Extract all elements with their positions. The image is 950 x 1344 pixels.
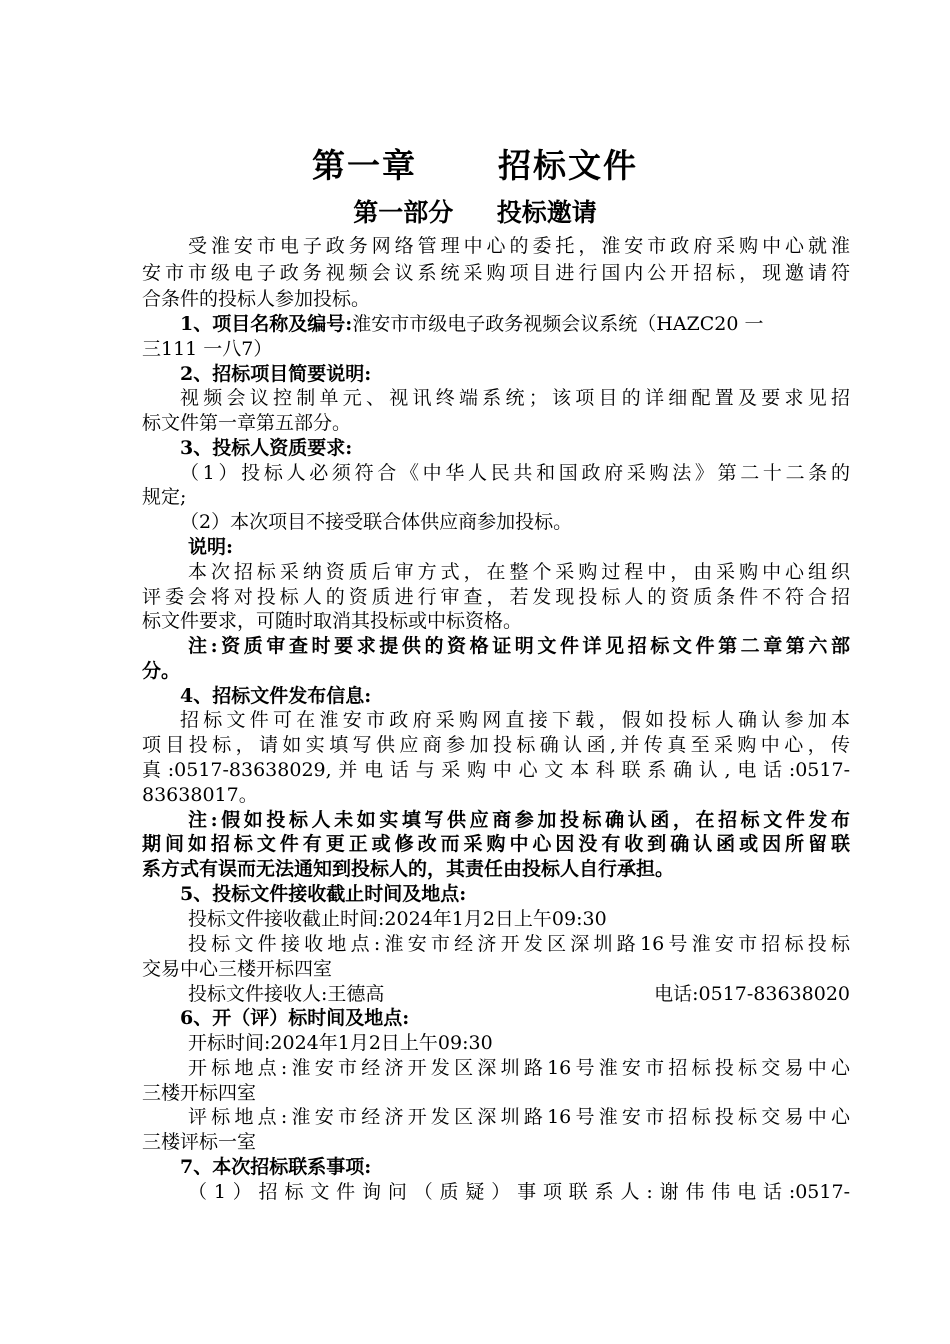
section-3-line-1: （1）投标人必须符合《中华人民共和国政府采购法》第二十二条的 (180, 462, 850, 484)
section-3-bold-line-1: 注:资质审查时要求提供的资格证明文件详见招标文件第二章第六部 (188, 635, 850, 657)
section-5-phone: 电话:0517-83638020 (654, 983, 850, 1005)
section-2-line-1: 视频会议控制单元、视讯终端系统；该项目的详细配置及要求见招 (180, 387, 850, 409)
section-3-note-line-2: 评委会将对投标人的资质进行审查，若发现投标人的资质条件不符合招 (142, 586, 850, 608)
section-6-line-4: 评标地点:淮安市经济开发区深圳路16号淮安市招标投标交易中心 (188, 1106, 850, 1128)
section-4-bold-line-3: 系方式有误而无法通知到投标人的，其责任由投标人自行承担。 (142, 858, 675, 880)
section-7-line-1: （1）招标文件询问（质疑）事项联系人:谢伟伟电话:0517- (188, 1181, 850, 1203)
section-6-line-5: 三楼评标一室 (142, 1131, 257, 1153)
section-4-line-3: 真:0517-83638029,并电话与采购中心文本科联系确认,电话:0517- (142, 759, 850, 781)
section-5-line-2: 投标文件接收地点:淮安市经济开发区深圳路16号淮安市招标投标 (188, 933, 850, 955)
section-4-line-4: 83638017。 (142, 784, 258, 806)
part-title: 第一部分 投标邀请 (353, 198, 597, 227)
section-3-note-line-1: 本次招标采纳资质后审方式，在整个采购过程中，由采购中心组织 (188, 561, 850, 583)
section-5-line-1: 投标文件接收截止时间:2024年1月2日上午09:30 (188, 908, 607, 930)
section-1-cont: 三111 一八7） (142, 338, 273, 360)
section-3-note-line-3: 标文件要求，可随时取消其投标或中标资格。 (142, 610, 523, 632)
section-3-line-2: 规定; (142, 486, 187, 508)
section-1-text: 淮安市市级电子政务视频会议系统（HAZC20 一 (352, 313, 764, 335)
section-5-heading: 5、投标文件接收截止时间及地点: (180, 883, 467, 905)
section-5-line-4: 投标文件接收人:王德高 (188, 983, 385, 1005)
section-3-line-3: （2）本次项目不接受联合体供应商参加投标。 (180, 511, 573, 533)
section-6-line-2: 开标地点:淮安市经济开发区深圳路16号淮安市招标投标交易中心 (188, 1057, 850, 1079)
intro-line-1: 受淮安市电子政务网络管理中心的委托，淮安市政府采购中心就淮 (188, 235, 850, 257)
section-1-heading: 1、项目名称及编号: (180, 313, 353, 335)
section-2-heading: 2、招标项目简要说明: (180, 363, 372, 385)
section-6-heading: 6、开（评）标时间及地点: (180, 1007, 410, 1029)
chapter-title: 第一章 招标文件 (312, 146, 638, 185)
section-7-heading: 7、本次招标联系事项: (180, 1156, 372, 1178)
section-4-line-2: 项目投标，请如实填写供应商参加投标确认函,并传真至采购中心，传 (142, 734, 850, 756)
section-4-line-1: 招标文件可在淮安市政府采购网直接下载，假如投标人确认参加本 (180, 709, 850, 731)
intro-line-3: 合条件的投标人参加投标。 (142, 288, 371, 310)
section-5-line-3: 交易中心三楼开标四室 (142, 958, 333, 980)
section-3-note-heading: 说明: (188, 536, 234, 558)
section-1-line (180, 312, 850, 336)
section-2-line-2: 标文件第一章第五部分。 (142, 412, 352, 434)
section-3-heading: 3、投标人资质要求: (180, 437, 353, 459)
section-4-heading: 4、招标文件发布信息: (180, 685, 372, 707)
section-6-line-3: 三楼开标四室 (142, 1082, 257, 1104)
section-6-line-1: 开标时间:2024年1月2日上午09:30 (188, 1032, 493, 1054)
intro-line-2: 安市市级电子政务视频会议系统采购项目进行国内公开招标，现邀请符 (142, 262, 850, 284)
section-4-bold-line-2: 期间如招标文件有更正或修改而采购中心因没有收到确认函或因所留联 (142, 833, 850, 855)
section-3-bold-line-2: 分。 (142, 660, 181, 682)
section-4-bold-line-1: 注:假如投标人未如实填写供应商参加投标确认函，在招标文件发布 (188, 809, 850, 831)
